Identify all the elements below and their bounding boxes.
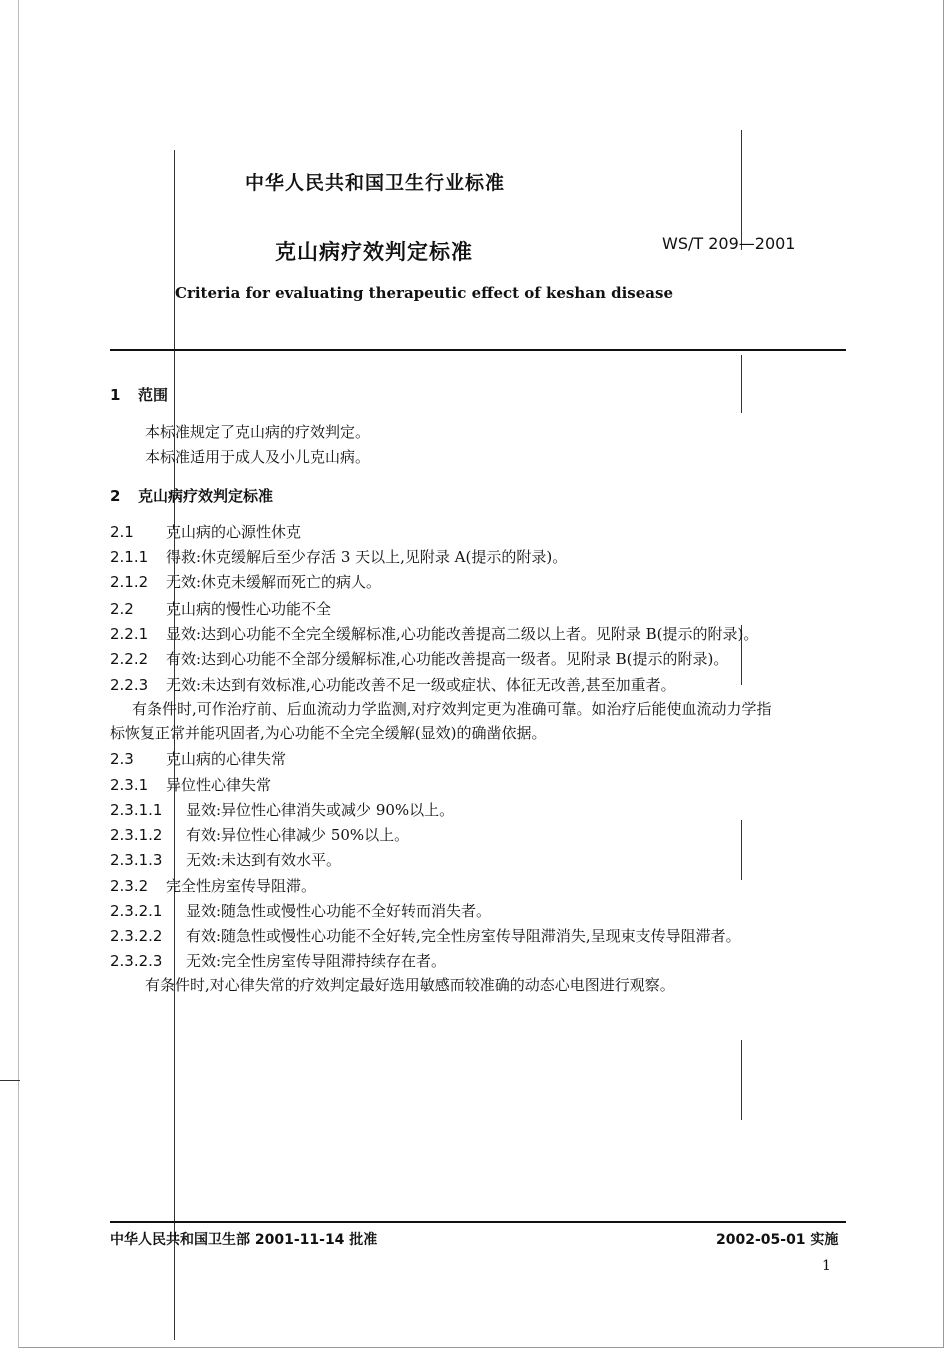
section-1-heading [110, 383, 168, 407]
clause-number: 2.2.2 [110, 650, 149, 668]
clause-number: 2.1.2 [110, 573, 149, 591]
header-divider [110, 349, 846, 351]
clause-text: 克山病的慢性心功能不全 [166, 600, 332, 618]
standard-number: WS/T 209—2001 [662, 234, 796, 253]
section-number: 1 [110, 386, 121, 404]
footer-divider [110, 1221, 846, 1223]
note-paragraph-line: 标恢复正常并能巩固者,为心功能不全完全缓解(显效)的确凿依据。 [110, 724, 547, 742]
clause-number: 2.3.1.3 [110, 851, 163, 869]
effective-date: 2002-05-01 实施 [716, 1232, 839, 1248]
clause-2-2-1 [110, 622, 758, 646]
clause-2-3-1-2 [110, 823, 409, 847]
scan-line-left-tick [0, 1080, 20, 1081]
scan-line-right-2 [741, 355, 742, 413]
clause-number: 2.3.1.2 [110, 826, 163, 844]
scan-line-right-1 [741, 130, 742, 250]
clause-2-3-2-2 [110, 924, 741, 948]
clause-text: 克山病的心律失常 [166, 750, 287, 768]
paragraph: 本标准适用于成人及小儿克山病。 [145, 448, 371, 466]
clause-2-3-1-1 [110, 798, 454, 822]
clause-2-3 [110, 747, 286, 771]
clause-text: 显效:随急性或慢性心功能不全好转而消失者。 [186, 902, 492, 920]
note-paragraph: 有条件时,对心律失常的疗效判定最好选用敏感而较准确的动态心电图进行观察。 [145, 976, 675, 994]
clause-number: 2.2 [110, 600, 134, 618]
clause-text: 异位性心律失常 [166, 776, 272, 794]
clause-2-1 [110, 520, 301, 544]
clause-2-2 [110, 597, 331, 621]
clause-text: 无效:完全性房室传导阻滞持续存在者。 [186, 952, 447, 970]
clause-text: 无效:未达到有效水平。 [186, 851, 342, 869]
clause-text: 无效:休克未缓解而死亡的病人。 [166, 573, 382, 591]
section-title: 克山病疗效判定标准 [138, 487, 274, 505]
paragraph: 本标准规定了克山病的疗效判定。 [145, 423, 371, 441]
document-title-en: Criteria for evaluating therapeutic effect of keshan disease [175, 284, 673, 302]
clause-number: 2.3.2.3 [110, 952, 163, 970]
clause-number: 2.3 [110, 750, 134, 768]
clause-number: 2.3.2.2 [110, 927, 163, 945]
clause-text: 完全性房室传导阻滞。 [166, 877, 317, 895]
scan-line-right-4 [741, 820, 742, 880]
scan-line-left-top [174, 150, 175, 1340]
clause-number: 2.2.1 [110, 625, 149, 643]
section-title: 范围 [138, 386, 169, 404]
note-paragraph-line: 有条件时,可作治疗前、后血流动力学监测,对疗效判定更为准确可靠。如治疗后能使血流动力学指 [132, 700, 772, 718]
clause-number: 2.1.1 [110, 548, 149, 566]
clause-text: 无效:未达到有效标准,心功能改善不足一级或症状、体征无改善,甚至加重者。 [166, 676, 676, 694]
clause-2-2-3 [110, 673, 676, 697]
clause-2-2-2 [110, 647, 728, 671]
page-number: 1 [822, 1258, 831, 1274]
clause-2-3-2-1 [110, 899, 491, 923]
section-2-heading [110, 484, 273, 508]
approval-date: 中华人民共和国卫生部 2001-11-14 批准 [110, 1232, 378, 1248]
clause-text: 有效:随急性或慢性心功能不全好转,完全性房室传导阻滞消失,呈现束支传导阻滞者。 [186, 927, 741, 945]
clause-text: 克山病的心源性休克 [166, 523, 302, 541]
clause-number: 2.3.2.1 [110, 902, 163, 920]
clause-text: 显效:异位性心律消失或减少 90%以上。 [186, 801, 455, 819]
clause-number: 2.3.1.1 [110, 801, 163, 819]
clause-2-1-2 [110, 570, 381, 594]
clause-text: 得救:休克缓解后至少存活 3 天以上,见附录 A(提示的附录)。 [166, 548, 568, 566]
clause-number: 2.1 [110, 523, 134, 541]
clause-text: 显效:达到心功能不全完全缓解标准,心功能改善提高二级以上者。见附录 B(提示的附录)。 [166, 625, 759, 643]
issuer-title: 中华人民共和国卫生行业标准 [245, 172, 506, 194]
document-title-cn: 克山病疗效判定标准 [275, 240, 473, 264]
clause-text: 有效:异位性心律减少 50%以上。 [186, 826, 410, 844]
section-number: 2 [110, 487, 121, 505]
clause-number: 2.3.1 [110, 776, 149, 794]
clause-number: 2.2.3 [110, 676, 149, 694]
scan-line-right-5 [741, 1040, 742, 1120]
clause-2-3-2-3 [110, 949, 446, 973]
clause-text: 有效:达到心功能不全部分缓解标准,心功能改善提高一级者。见附录 B(提示的附录)。 [166, 650, 729, 668]
clause-2-3-2 [110, 874, 316, 898]
clause-2-1-1 [110, 545, 567, 569]
clause-number: 2.3.2 [110, 877, 149, 895]
clause-2-3-1 [110, 773, 271, 797]
clause-2-3-1-3 [110, 848, 341, 872]
